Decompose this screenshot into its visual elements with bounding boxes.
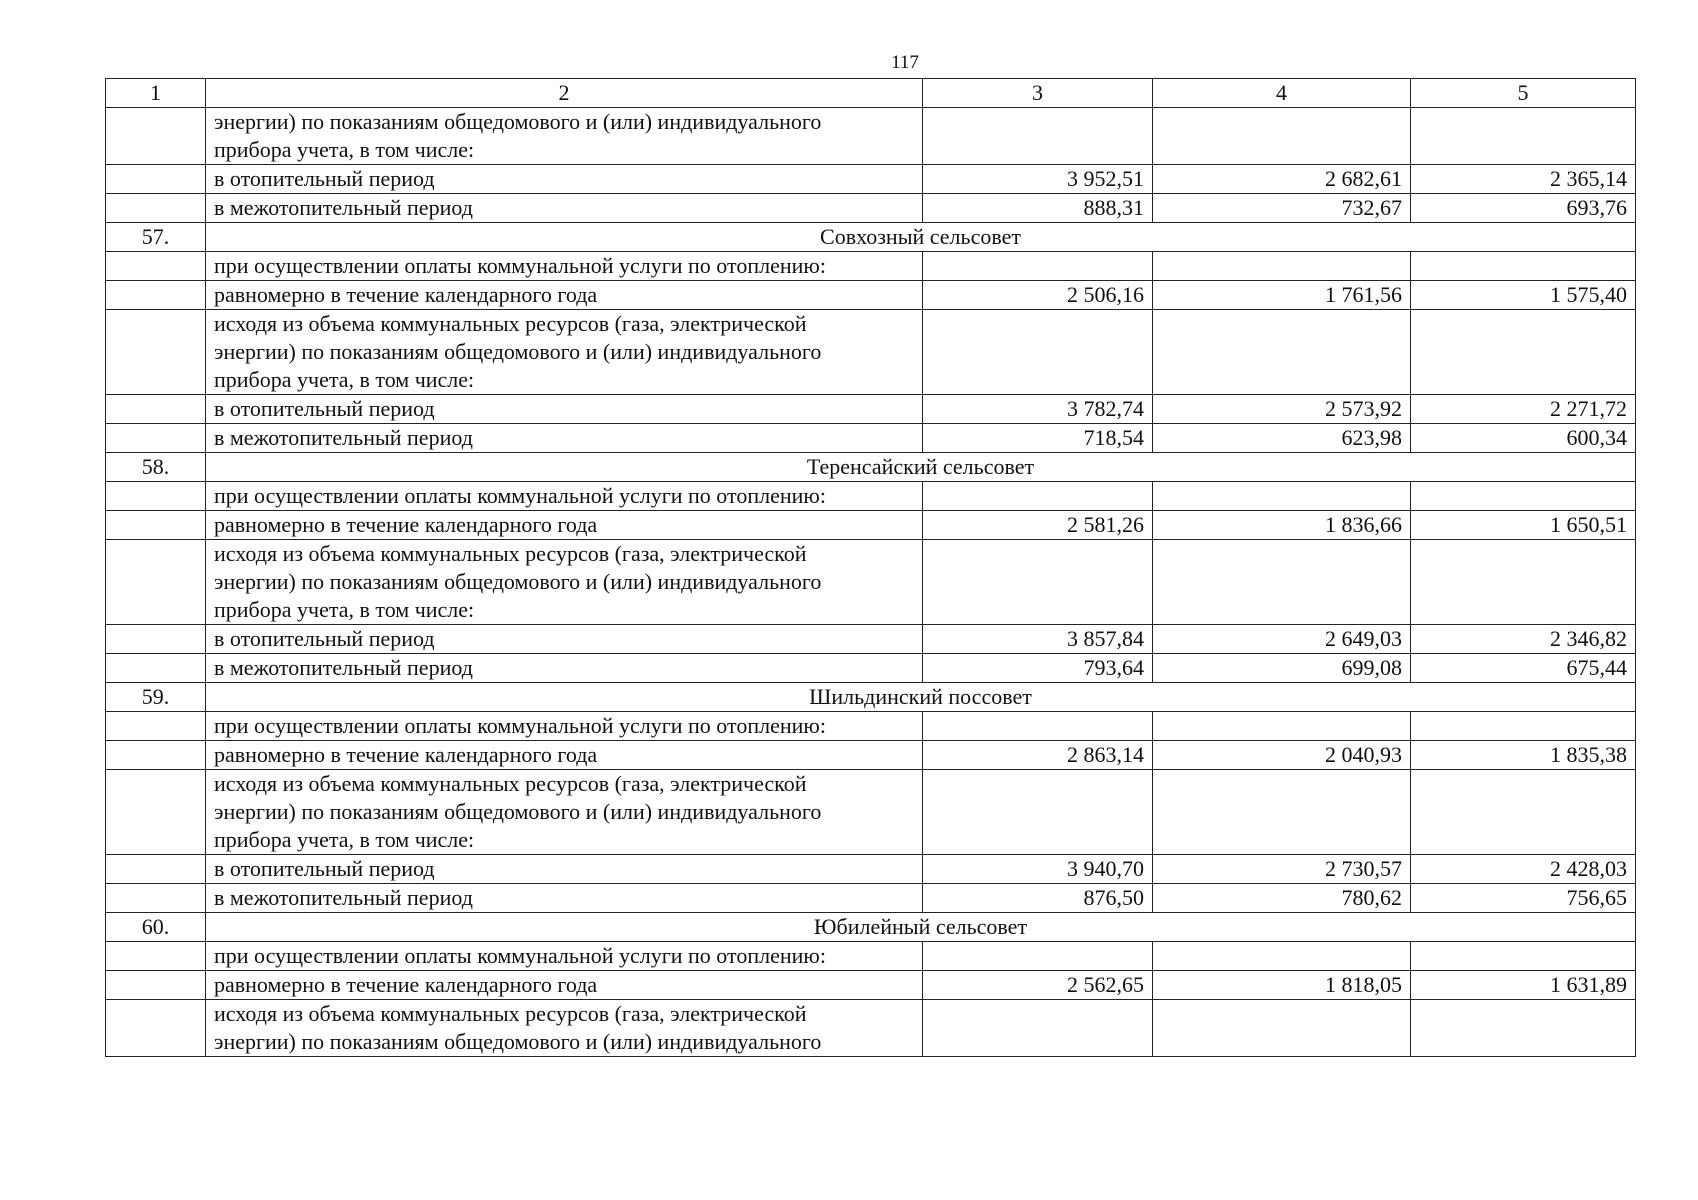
value-col-5: 693,76	[1411, 194, 1636, 223]
row-label: в межотопительный период	[206, 654, 923, 683]
header-col-5: 5	[1411, 79, 1636, 108]
table-row	[106, 942, 1636, 971]
table-row	[106, 741, 1636, 770]
table-row	[106, 770, 1636, 855]
row-label: в межотопительный период	[206, 424, 923, 453]
description-line: прибора учета, в том числе:	[214, 827, 475, 852]
table-header-row	[106, 79, 1636, 108]
value-col-4: 780,62	[1153, 884, 1411, 913]
value-col-3: 3 857,84	[923, 625, 1153, 654]
value-col-4: 2 649,03	[1153, 625, 1411, 654]
value-col-3: 718,54	[923, 424, 1153, 453]
row-number-cell	[106, 281, 206, 310]
table-row	[106, 884, 1636, 913]
table-row	[106, 511, 1636, 540]
value-col-3: 2 562,65	[923, 971, 1153, 1000]
value-col-5	[1411, 942, 1636, 971]
table-row	[106, 712, 1636, 741]
description-line: исходя из объема коммунальных ресурсов (газа, электрической	[214, 541, 807, 566]
value-col-5	[1411, 310, 1636, 395]
description-line: прибора учета, в том числе:	[214, 137, 475, 162]
section-title: Теренсайский сельсовет	[206, 453, 1636, 482]
row-label: в межотопительный период	[206, 884, 923, 913]
value-col-4: 2 682,61	[1153, 165, 1411, 194]
value-col-3	[923, 942, 1153, 971]
row-description	[206, 482, 923, 511]
row-number-cell	[106, 942, 206, 971]
value-col-3	[923, 1000, 1153, 1057]
description-line: энергии) по показаниям общедомового и (или) индивидуального	[214, 339, 822, 364]
table-row	[106, 165, 1636, 194]
header-col-3: 3	[923, 79, 1153, 108]
table-row	[106, 482, 1636, 511]
value-col-5	[1411, 712, 1636, 741]
value-col-3: 2 506,16	[923, 281, 1153, 310]
row-label: равномерно в течение календарного года	[206, 511, 923, 540]
row-description	[206, 108, 923, 165]
header-col-2: 2	[206, 79, 923, 108]
table-row	[106, 281, 1636, 310]
value-col-4: 623,98	[1153, 424, 1411, 453]
value-col-5: 2 428,03	[1411, 855, 1636, 884]
row-number-cell	[106, 108, 206, 165]
value-col-4: 2 730,57	[1153, 855, 1411, 884]
table-row	[106, 654, 1636, 683]
description-line: энергии) по показаниям общедомового и (или) индивидуального	[214, 799, 822, 824]
row-number-cell	[106, 712, 206, 741]
description-line: при осуществлении оплаты коммунальной услуги по отоплению:	[214, 253, 826, 278]
value-col-5: 1 631,89	[1411, 971, 1636, 1000]
value-col-4	[1153, 540, 1411, 625]
row-number-cell	[106, 884, 206, 913]
value-col-4: 1 761,56	[1153, 281, 1411, 310]
table-row	[106, 194, 1636, 223]
value-col-3: 876,50	[923, 884, 1153, 913]
section-row	[106, 453, 1636, 482]
value-col-4: 732,67	[1153, 194, 1411, 223]
value-col-5: 2 346,82	[1411, 625, 1636, 654]
table-row	[106, 1000, 1636, 1057]
row-label: в отопительный период	[206, 625, 923, 654]
value-col-3: 888,31	[923, 194, 1153, 223]
table-row	[106, 855, 1636, 884]
value-col-5	[1411, 1000, 1636, 1057]
row-description	[206, 942, 923, 971]
row-description	[206, 770, 923, 855]
value-col-5	[1411, 540, 1636, 625]
row-label: равномерно в течение календарного года	[206, 281, 923, 310]
value-col-3	[923, 770, 1153, 855]
section-number: 59.	[106, 683, 206, 712]
value-col-4: 699,08	[1153, 654, 1411, 683]
description-line: исходя из объема коммунальных ресурсов (газа, электрической	[214, 1001, 807, 1026]
page-number: 117	[891, 52, 919, 73]
value-col-3	[923, 712, 1153, 741]
description-line: энергии) по показаниям общедомового и (или) индивидуального	[214, 1029, 822, 1054]
value-col-4: 1 836,66	[1153, 511, 1411, 540]
section-title: Шильдинский поссовет	[206, 683, 1636, 712]
section-row	[106, 913, 1636, 942]
row-number-cell	[106, 310, 206, 395]
value-col-5: 1 650,51	[1411, 511, 1636, 540]
row-number-cell	[106, 540, 206, 625]
row-number-cell	[106, 741, 206, 770]
section-title: Юбилейный сельсовет	[206, 913, 1636, 942]
description-line: энергии) по показаниям общедомового и (или) индивидуального	[214, 569, 822, 594]
value-col-5	[1411, 252, 1636, 281]
section-number: 58.	[106, 453, 206, 482]
row-label: в отопительный период	[206, 165, 923, 194]
row-number-cell	[106, 1000, 206, 1057]
value-col-5: 1 575,40	[1411, 281, 1636, 310]
description-line: при осуществлении оплаты коммунальной услуги по отоплению:	[214, 713, 826, 738]
value-col-5	[1411, 482, 1636, 511]
value-col-3: 3 940,70	[923, 855, 1153, 884]
description-line: исходя из объема коммунальных ресурсов (газа, электрической	[214, 771, 807, 796]
value-col-3	[923, 482, 1153, 511]
row-label: в отопительный период	[206, 395, 923, 424]
row-label: в отопительный период	[206, 855, 923, 884]
table-row	[106, 424, 1636, 453]
section-number: 57.	[106, 223, 206, 252]
value-col-3: 3 782,74	[923, 395, 1153, 424]
row-number-cell	[106, 770, 206, 855]
value-col-5: 2 271,72	[1411, 395, 1636, 424]
row-number-cell	[106, 625, 206, 654]
value-col-4	[1153, 108, 1411, 165]
table-body	[106, 108, 1636, 1057]
table-row	[106, 108, 1636, 165]
section-number: 60.	[106, 913, 206, 942]
value-col-4	[1153, 712, 1411, 741]
value-col-4	[1153, 942, 1411, 971]
header-col-4: 4	[1153, 79, 1411, 108]
value-col-5: 756,65	[1411, 884, 1636, 913]
value-col-4: 2 040,93	[1153, 741, 1411, 770]
value-col-5: 600,34	[1411, 424, 1636, 453]
row-label: равномерно в течение календарного года	[206, 741, 923, 770]
row-label: равномерно в течение календарного года	[206, 971, 923, 1000]
section-row	[106, 223, 1636, 252]
value-col-4	[1153, 482, 1411, 511]
table-row	[106, 252, 1636, 281]
value-col-4: 2 573,92	[1153, 395, 1411, 424]
table-row	[106, 310, 1636, 395]
row-description	[206, 1000, 923, 1057]
table-row	[106, 625, 1636, 654]
section-row	[106, 683, 1636, 712]
row-description	[206, 540, 923, 625]
value-col-5	[1411, 770, 1636, 855]
row-number-cell	[106, 855, 206, 884]
row-number-cell	[106, 971, 206, 1000]
value-col-3	[923, 540, 1153, 625]
description-line: исходя из объема коммунальных ресурсов (газа, электрической	[214, 311, 807, 336]
value-col-4	[1153, 770, 1411, 855]
row-number-cell	[106, 424, 206, 453]
row-description	[206, 310, 923, 395]
value-col-3	[923, 310, 1153, 395]
tariff-table	[105, 78, 1636, 1057]
section-title: Совхозный сельсовет	[206, 223, 1636, 252]
value-col-3: 3 952,51	[923, 165, 1153, 194]
value-col-5: 1 835,38	[1411, 741, 1636, 770]
row-description	[206, 712, 923, 741]
row-number-cell	[106, 252, 206, 281]
description-line: прибора учета, в том числе:	[214, 367, 475, 392]
value-col-3: 2 863,14	[923, 741, 1153, 770]
description-line: прибора учета, в том числе:	[214, 597, 475, 622]
table-row	[106, 395, 1636, 424]
row-number-cell	[106, 482, 206, 511]
value-col-3: 793,64	[923, 654, 1153, 683]
row-number-cell	[106, 194, 206, 223]
table-row	[106, 540, 1636, 625]
row-label: в межотопительный период	[206, 194, 923, 223]
row-number-cell	[106, 511, 206, 540]
value-col-4	[1153, 252, 1411, 281]
description-line: энергии) по показаниям общедомового и (или) индивидуального	[214, 109, 822, 134]
row-description	[206, 252, 923, 281]
value-col-3	[923, 252, 1153, 281]
value-col-5: 675,44	[1411, 654, 1636, 683]
value-col-3: 2 581,26	[923, 511, 1153, 540]
value-col-5: 2 365,14	[1411, 165, 1636, 194]
value-col-4	[1153, 310, 1411, 395]
description-line: при осуществлении оплаты коммунальной услуги по отоплению:	[214, 483, 826, 508]
table-row	[106, 971, 1636, 1000]
row-number-cell	[106, 165, 206, 194]
value-col-3	[923, 108, 1153, 165]
value-col-4: 1 818,05	[1153, 971, 1411, 1000]
row-number-cell	[106, 654, 206, 683]
description-line: при осуществлении оплаты коммунальной услуги по отоплению:	[214, 943, 826, 968]
value-col-5	[1411, 108, 1636, 165]
value-col-4	[1153, 1000, 1411, 1057]
header-col-1: 1	[106, 79, 206, 108]
row-number-cell	[106, 395, 206, 424]
